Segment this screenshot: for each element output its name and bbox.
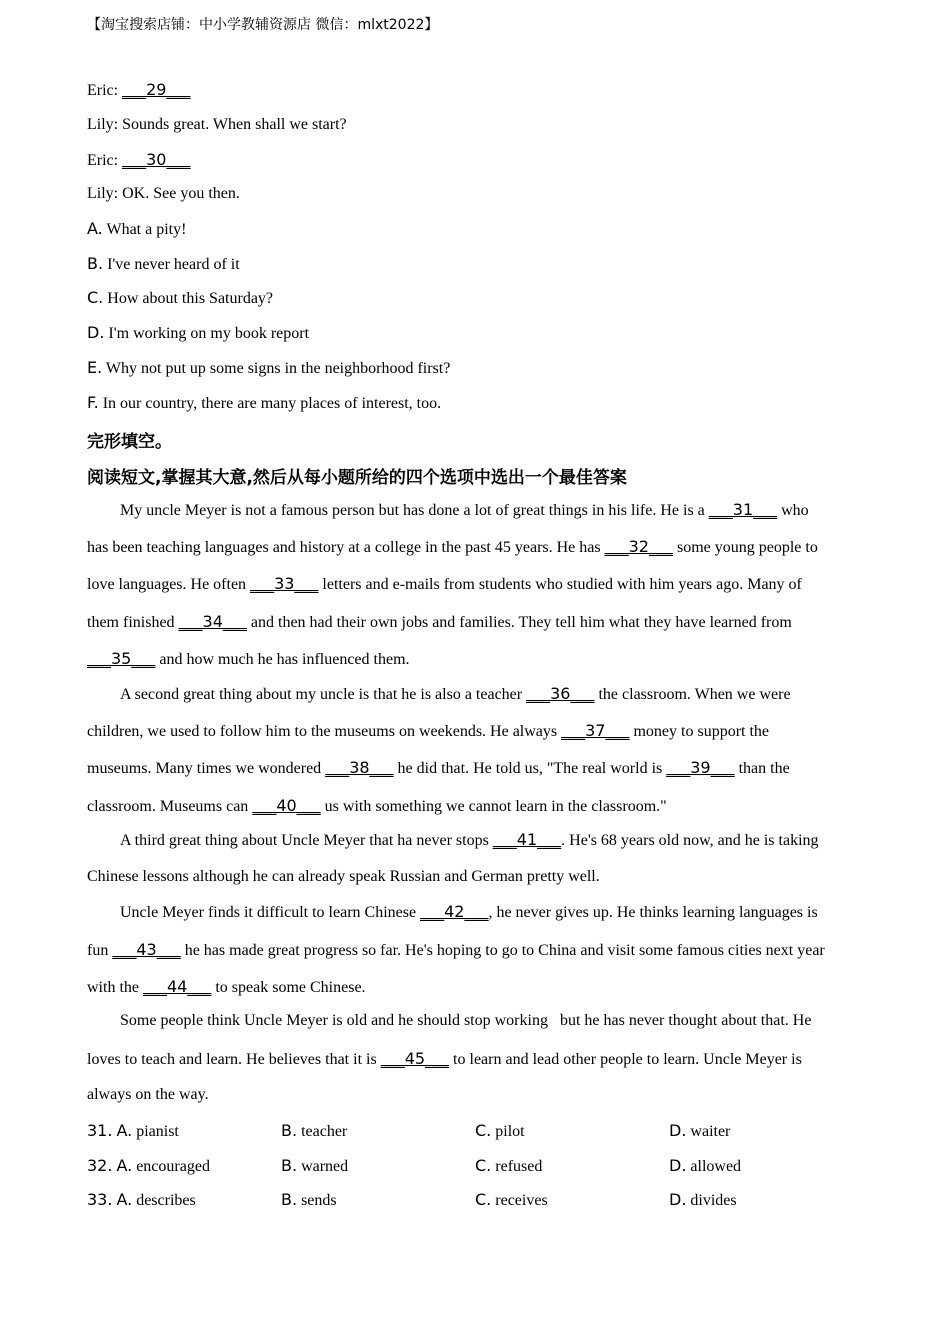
choice-letter: A. bbox=[116, 1156, 133, 1175]
choice-b bbox=[281, 1190, 337, 1210]
dialogue-option-e bbox=[87, 358, 450, 378]
blank-37: ___37___ bbox=[561, 721, 630, 740]
choice-letter: D. bbox=[669, 1156, 687, 1175]
choice-letter: B. bbox=[281, 1156, 298, 1175]
option-text: In our country, there are many places of interest, too. bbox=[102, 395, 442, 412]
blank-38: ___38___ bbox=[325, 758, 394, 777]
passage-text: classroom. Museums can bbox=[87, 798, 253, 815]
choice-letter: D. bbox=[669, 1190, 687, 1209]
choice-text: encouraged bbox=[136, 1158, 210, 1175]
passage-line: always on the way. bbox=[87, 1086, 209, 1103]
choice-a bbox=[87, 1156, 210, 1176]
choice-b bbox=[281, 1156, 348, 1176]
speaker-label: Eric: bbox=[87, 152, 123, 169]
passage-line bbox=[120, 500, 809, 520]
choice-text: teacher bbox=[301, 1123, 348, 1140]
passage-text: with the bbox=[87, 979, 143, 996]
dialogue-line-lily-1: Lily: Sounds great. When shall we start? bbox=[87, 116, 347, 133]
blank-45: ___45___ bbox=[380, 1049, 450, 1068]
passage-text: , he never gives up. He thinks learning languages is bbox=[488, 904, 818, 921]
question-number: 31. bbox=[87, 1121, 113, 1140]
passage-line bbox=[120, 830, 819, 850]
option-text: How about this Saturday? bbox=[107, 290, 274, 307]
passage-line: Some people think Uncle Meyer is old and he should stop working but he has never thought about that. He bbox=[120, 1012, 812, 1029]
choice-letter: D. bbox=[669, 1121, 687, 1140]
choice-text: describes bbox=[136, 1192, 196, 1209]
blank-29: ___29___ bbox=[122, 80, 191, 99]
blank-36: ___36___ bbox=[526, 684, 595, 703]
choice-a bbox=[87, 1190, 196, 1210]
passage-text: he has made great progress so far. He's hoping to go to China and visit some famous cities next year bbox=[180, 942, 825, 959]
choice-text: refused bbox=[495, 1158, 543, 1175]
passage-text: to speak some Chinese. bbox=[211, 979, 366, 996]
choice-c bbox=[475, 1190, 548, 1210]
choice-d bbox=[669, 1121, 730, 1141]
choice-a bbox=[87, 1121, 179, 1141]
passage-line bbox=[120, 684, 791, 704]
passage-text: to learn and lead other people to learn. Uncle Meyer is bbox=[449, 1051, 802, 1068]
dialogue-option-f bbox=[87, 393, 441, 413]
blank-35: ___35___ bbox=[87, 649, 156, 668]
choice-letter: B. bbox=[281, 1121, 298, 1140]
choice-d bbox=[669, 1156, 741, 1176]
passage-line bbox=[87, 977, 366, 997]
section-instruction: 阅读短文,掌握其大意,然后从每小题所给的四个选项中选出一个最佳答案 bbox=[87, 468, 627, 488]
passage-text: loves to teach and learn. He believes that it is bbox=[87, 1051, 381, 1068]
choice-text: sends bbox=[301, 1192, 337, 1209]
dialogue-line-lily-2: Lily: OK. See you then. bbox=[87, 185, 240, 202]
dialogue-option-c bbox=[87, 288, 273, 308]
passage-text: fun bbox=[87, 942, 113, 959]
passage-text: children, we used to follow him to the museums on weekends. He always bbox=[87, 723, 562, 740]
blank-42: ___42___ bbox=[420, 902, 489, 921]
option-text: What a pity! bbox=[106, 221, 187, 238]
option-letter: C. bbox=[87, 288, 104, 307]
blank-41: ___41___ bbox=[492, 830, 562, 849]
passage-text: . He's 68 years old now, and he is taking bbox=[561, 832, 819, 849]
passage-line bbox=[87, 1049, 802, 1069]
section-title: 完形填空。 bbox=[87, 432, 172, 452]
dialogue-option-b bbox=[87, 254, 240, 274]
question-row-33 bbox=[87, 1190, 867, 1212]
passage-text: love languages. He often bbox=[87, 576, 251, 593]
page-header-watermark: 【淘宝搜索店铺：中小学教辅资源店 微信：mlxt2022】 bbox=[87, 17, 439, 33]
passage-text: money to support the bbox=[629, 723, 770, 740]
choice-letter: C. bbox=[475, 1156, 492, 1175]
passage-text: he did that. He told us, "The real world is bbox=[393, 760, 667, 777]
speaker-label: Eric: bbox=[87, 82, 123, 99]
choice-b bbox=[281, 1121, 347, 1141]
passage-line bbox=[87, 537, 818, 557]
question-row-31 bbox=[87, 1121, 867, 1143]
option-letter: A. bbox=[87, 219, 103, 238]
option-letter: B. bbox=[87, 254, 104, 273]
option-text: I've never heard of it bbox=[107, 256, 240, 273]
blank-31: ___31___ bbox=[708, 500, 778, 519]
choice-text: allowed bbox=[690, 1158, 742, 1175]
passage-line bbox=[87, 649, 410, 669]
choice-letter: C. bbox=[475, 1121, 492, 1140]
option-letter: F. bbox=[87, 393, 99, 412]
passage-text: and how much he has influenced them. bbox=[155, 651, 410, 668]
blank-32: ___32___ bbox=[604, 537, 673, 556]
question-row-32 bbox=[87, 1156, 867, 1178]
choice-letter: A. bbox=[116, 1190, 133, 1209]
passage-text: some young people to bbox=[672, 539, 818, 556]
choice-text: waiter bbox=[690, 1123, 731, 1140]
dialogue-option-d bbox=[87, 323, 309, 343]
option-letter: D. bbox=[87, 323, 105, 342]
question-number: 32. bbox=[87, 1156, 113, 1175]
choice-c bbox=[475, 1156, 542, 1176]
passage-text: museums. Many times we wondered bbox=[87, 760, 326, 777]
blank-43: ___43___ bbox=[112, 940, 181, 959]
passage-text: who bbox=[777, 502, 809, 519]
blank-34: ___34___ bbox=[178, 612, 247, 631]
option-letter: E. bbox=[87, 358, 103, 377]
blank-39: ___39___ bbox=[666, 758, 735, 777]
passage-line bbox=[120, 902, 818, 922]
choice-letter: B. bbox=[281, 1190, 298, 1209]
dialogue-line-eric-29 bbox=[87, 80, 190, 100]
passage-text: letters and e-mails from students who studied with him years ago. Many of bbox=[318, 576, 802, 593]
blank-30: ___30___ bbox=[122, 150, 191, 169]
passage-line: Chinese lessons although he can already speak Russian and German pretty well. bbox=[87, 868, 600, 885]
choice-text: divides bbox=[690, 1192, 737, 1209]
choice-text: warned bbox=[301, 1158, 349, 1175]
passage-text: Uncle Meyer finds it difficult to learn Chinese bbox=[120, 904, 421, 921]
passage-text: us with something we cannot learn in the classroom." bbox=[320, 798, 667, 815]
passage-line bbox=[87, 758, 790, 778]
passage-line bbox=[87, 574, 802, 594]
passage-text: and then had their own jobs and families. They tell him what they have learned from bbox=[246, 614, 792, 631]
blank-44: ___44___ bbox=[143, 977, 212, 996]
passage-text: has been teaching languages and history at a college in the past 45 years. He has bbox=[87, 539, 605, 556]
choice-letter: A. bbox=[116, 1121, 133, 1140]
blank-40: ___40___ bbox=[252, 796, 321, 815]
passage-text: A second great thing about my uncle is that he is also a teacher bbox=[120, 686, 527, 703]
choice-c bbox=[475, 1121, 525, 1141]
passage-line bbox=[87, 796, 667, 816]
passage-text: than the bbox=[734, 760, 790, 777]
dialogue-option-a bbox=[87, 219, 186, 239]
passage-line bbox=[87, 940, 825, 960]
option-text: I'm working on my book report bbox=[108, 325, 310, 342]
option-text: Why not put up some signs in the neighborhood first? bbox=[105, 360, 451, 377]
passage-line bbox=[87, 612, 792, 632]
passage-text: them finished bbox=[87, 614, 179, 631]
passage-text: the classroom. When we were bbox=[594, 686, 791, 703]
choice-text: receives bbox=[495, 1192, 548, 1209]
passage-line bbox=[87, 721, 769, 741]
question-number: 33. bbox=[87, 1190, 113, 1209]
choice-text: pilot bbox=[495, 1123, 525, 1140]
passage-text: A third great thing about Uncle Meyer that ha never stops bbox=[120, 832, 493, 849]
dialogue-line-eric-30 bbox=[87, 150, 190, 170]
choice-d bbox=[669, 1190, 737, 1210]
blank-33: ___33___ bbox=[250, 574, 319, 593]
passage-text: My uncle Meyer is not a famous person but has done a lot of great things in his life. He is a bbox=[120, 502, 709, 519]
choice-letter: C. bbox=[475, 1190, 492, 1209]
choice-text: pianist bbox=[136, 1123, 179, 1140]
